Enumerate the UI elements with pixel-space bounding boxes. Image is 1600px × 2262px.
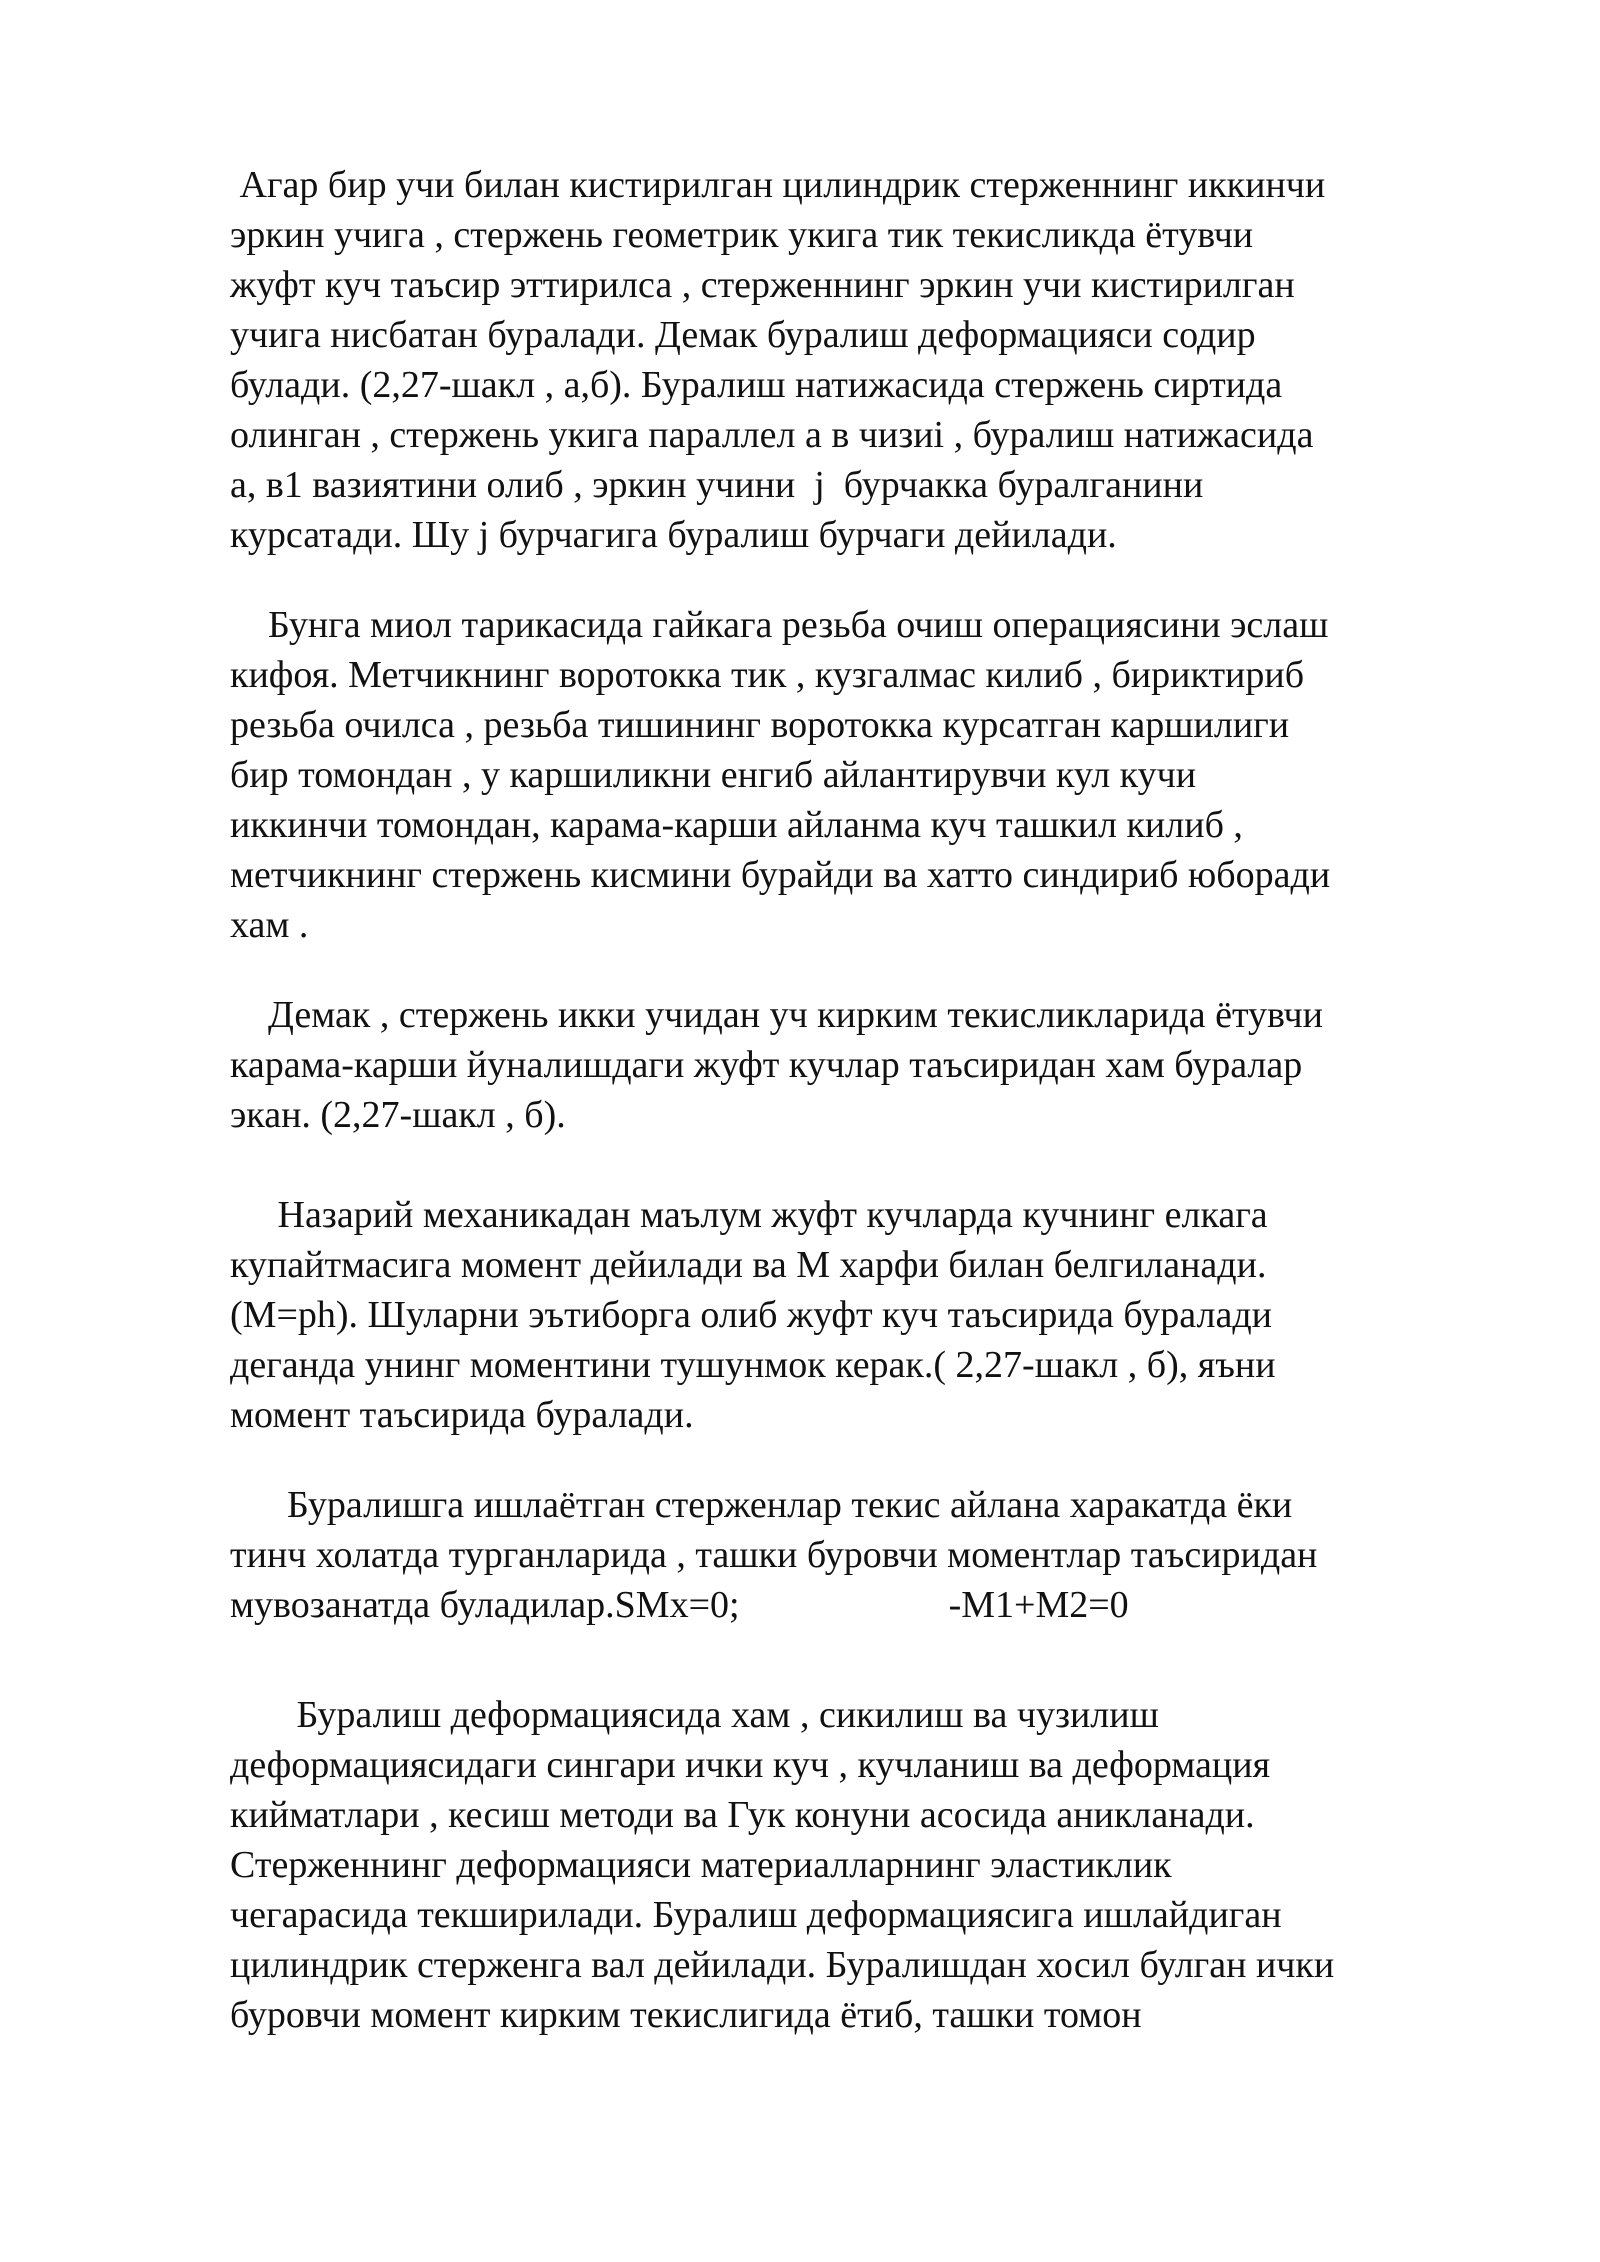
paragraph-2-line-1: Бунга миол тарикасида гайкага резьба очиш операциясини эслаш bbox=[230, 604, 1329, 646]
paragraph-5-line-1: Буралишга ишлаётган стерженлар текис айлана харакатда ёки bbox=[230, 1484, 1293, 1526]
paragraph-5-line-3: мувозанатда буладилар.SMx=0; -M1+M2=0 bbox=[230, 1584, 1129, 1626]
paragraph-6-line-5: чегарасида текширилади. Буралиш деформациясига ишлайдиган bbox=[230, 1894, 1282, 1936]
paragraph-2-line-4: бир томондан , у каршиликни енгиб айлантирувчи кул кучи bbox=[230, 754, 1197, 796]
paragraph-4-line-5: момент таъсирида буралади. bbox=[230, 1394, 694, 1436]
paragraph-3-line-1: Демак , стержень икки учидан уч кирким текисликларида ётувчи bbox=[230, 994, 1324, 1036]
paragraph-2-line-6: метчикнинг стержень кисмини бурайди ва хатто синдириб юборади bbox=[230, 854, 1331, 896]
paragraph-6-line-3: кийматлари , кесиш методи ва Гук конуни асосида аникланади. bbox=[230, 1794, 1255, 1836]
paragraph-3-line-2: карама-карши йуналишдаги жуфт кучлар таъсиридан хам буралар bbox=[230, 1044, 1303, 1086]
paragraph-1-line-6: олинган , стержень укига параллел а в чизиі , буралиш натижасида bbox=[230, 414, 1314, 456]
paragraph-1-line-2: эркин учига , стержень геометрик укига тик текисликда ётувчи bbox=[230, 214, 1254, 256]
paragraph-2-line-2: кифоя. Метчикнинг воротокка тик , кузгалмас килиб , бириктириб bbox=[230, 654, 1305, 696]
paragraph-3-line-3: экан. (2,27-шакл , б). bbox=[230, 1094, 566, 1136]
paragraph-6-line-6: цилиндрик стерженга вал дейилади. Буралишдан хосил булган ички bbox=[230, 1944, 1335, 1986]
paragraph-6-line-4: Стерженнинг деформацияси материалларнинг эластиклик bbox=[230, 1844, 1172, 1886]
paragraph-4-line-3: (М=ph). Шуларни эътиборга олиб жуфт куч таъсирида буралади bbox=[230, 1294, 1272, 1336]
paragraph-1-line-5: булади. (2,27-шакл , а,б). Буралиш натижасида стержень сиртида bbox=[230, 364, 1283, 406]
paragraph-6-line-7: буровчи момент кирким текислигида ётиб, ташки томон bbox=[230, 1994, 1142, 2036]
paragraph-6-line-1: Буралиш деформациясида хам , сикилиш ва чузилиш bbox=[230, 1694, 1159, 1736]
paragraph-4-line-1: Назарий механикадан маълум жуфт кучларда кучнинг елкага bbox=[230, 1194, 1268, 1236]
paragraph-2-line-7: хам . bbox=[230, 904, 309, 946]
paragraph-2-line-3: резьба очилса , резьба тишининг воротокка курсатган каршилиги bbox=[230, 704, 1290, 746]
paragraph-4-line-2: купайтмасига момент дейилади ва М харфи билан белгиланади. bbox=[230, 1244, 1267, 1286]
paragraph-1-line-7: а, в1 вазиятини олиб , эркин учини j бурчакка буралганини bbox=[230, 464, 1204, 506]
paragraph-1-line-4: учига нисбатан буралади. Демак буралиш деформацияси содир bbox=[230, 314, 1256, 356]
paragraph-5-line-2: тинч холатда турганларида , ташки буровчи моментлар таъсиридан bbox=[230, 1534, 1318, 1576]
paragraph-4-line-4: деганда унинг моментини тушунмок керак.( 2,27-шакл , б), яъни bbox=[230, 1344, 1276, 1386]
paragraph-1-line-8: курсатади. Шу j бурчагига буралиш бурчаги дейилади. bbox=[230, 514, 1117, 556]
paragraph-2-line-5: иккинчи томондан, карама-карши айланма куч ташкил килиб , bbox=[230, 804, 1243, 846]
paragraph-1-line-1: Агар бир учи билан кистирилган цилиндрик стерженнинг иккинчи bbox=[230, 164, 1326, 206]
paragraph-6-line-2: деформациясидаги сингари ички куч , кучланиш ва деформация bbox=[230, 1744, 1271, 1786]
paragraph-1-line-3: жуфт куч таъсир эттирилса , стерженнинг эркин учи кистирилган bbox=[230, 264, 1295, 306]
